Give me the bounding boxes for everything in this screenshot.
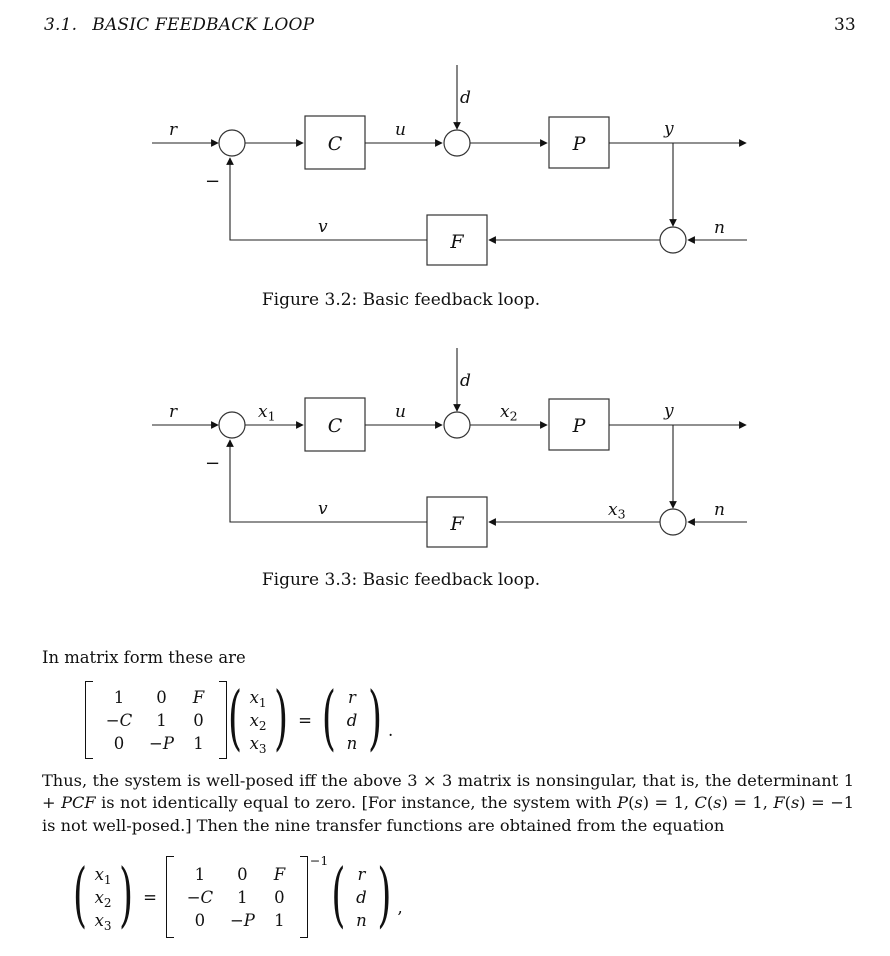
- matrix-cell: 1: [113, 687, 125, 707]
- text-run: (: [784, 793, 791, 813]
- fig33-summing-junction-3: [660, 509, 686, 535]
- vector-entry: d: [356, 887, 367, 907]
- fig32-signal-d: d: [460, 88, 471, 108]
- fig32-signal-r: r: [169, 120, 178, 140]
- coefficient-matrix: [177, 863, 297, 932]
- matrix-cell: 0: [113, 733, 125, 753]
- fig32-plant-label: P: [572, 133, 586, 155]
- fig33-signal-d: d: [460, 371, 471, 391]
- fig33-signal-r: r: [169, 402, 178, 422]
- text-run: Thus, the system is well-posed iff the above 3 × 3 matrix is nonsingular, that is, the determinant 1 +: [42, 771, 854, 813]
- math-run: s: [713, 793, 722, 813]
- right-square-bracket: [219, 681, 227, 759]
- vector-entry: d: [346, 710, 358, 730]
- left-paren: (: [331, 856, 346, 936]
- fig32-signal-u: u: [395, 120, 406, 140]
- matrix-equation-2: [72, 853, 403, 938]
- left-paren: (: [228, 679, 243, 759]
- right-square-bracket: [300, 856, 308, 938]
- fig32-caption: Figure 3.2: Basic feedback loop.: [261, 290, 541, 310]
- text-run: ) = −1 is not well-posed.] Then the nine transfer functions are obtained from the equation: [42, 793, 855, 835]
- vector-entry: r: [348, 687, 356, 707]
- math-run: P: [617, 793, 629, 813]
- vector-entry: n: [356, 910, 367, 930]
- state-vector: [245, 686, 271, 755]
- vector-entry: $x_3$: [249, 733, 267, 756]
- input-vector: [339, 686, 365, 755]
- page-number: 33: [834, 15, 856, 35]
- matrix-cell: 1: [194, 864, 206, 884]
- math-run: s: [790, 793, 800, 813]
- matrix-cell: 1: [274, 910, 285, 930]
- equals-sign: =: [143, 887, 157, 907]
- matrix-cell: −P: [149, 733, 174, 753]
- equation-punctuation: .: [388, 720, 394, 740]
- text-run: ) = 1,: [721, 793, 774, 813]
- matrix-cell: 0: [237, 864, 248, 884]
- section-title: BASIC FEEDBACK LOOP: [92, 15, 315, 35]
- fig32-signal-v: v: [318, 217, 328, 237]
- fig33-controller-label: C: [327, 415, 343, 437]
- math-run: PCF: [61, 793, 96, 813]
- state-vector: [90, 863, 116, 932]
- fig33-signal-v: v: [318, 499, 328, 519]
- matrix-equation-1: [85, 681, 393, 759]
- matrix-cell: F: [192, 687, 205, 707]
- right-paren: ): [367, 679, 383, 759]
- fig33-summing-junction-2: [444, 412, 470, 438]
- fig33-signal-x1: $x_1$: [258, 402, 276, 424]
- input-vector: [348, 863, 374, 932]
- fig33-sensor-label: F: [450, 513, 464, 535]
- vector-entry: $x_1$: [249, 687, 267, 710]
- text-run: (: [628, 793, 635, 813]
- right-paren: ): [377, 856, 392, 936]
- coefficient-matrix: [96, 686, 216, 755]
- matrix-cell: −C: [186, 887, 214, 907]
- fig32-summing-junction-1: [219, 130, 245, 156]
- matrix-cell: −P: [229, 910, 255, 930]
- vector-entry: $x_2$: [249, 710, 267, 733]
- fig32-feedback-arrow: [230, 158, 427, 240]
- fig33-signal-u: u: [395, 402, 406, 422]
- matrix-cell: 0: [194, 910, 206, 930]
- math-run: C: [694, 793, 707, 813]
- inverse-exponent: −1: [309, 853, 329, 868]
- vector-entry: $x_3$: [94, 910, 112, 933]
- section-number: 3.1.: [44, 15, 78, 35]
- math-run: s: [634, 793, 643, 813]
- vector-entry: r: [357, 864, 366, 884]
- fig33-signal-x2: $x_2$: [500, 402, 518, 424]
- left-square-bracket: [85, 681, 93, 759]
- fig33-plant-label: P: [572, 415, 586, 437]
- body-paragraph: [42, 770, 854, 837]
- fig33-caption: Figure 3.3: Basic feedback loop.: [261, 570, 541, 590]
- vector-entry: $x_1$: [94, 864, 112, 887]
- matrix-cell: 1: [156, 710, 167, 730]
- fig32-summing-junction-2: [444, 130, 470, 156]
- matrix-cell: 1: [237, 887, 248, 907]
- fig33-signal-n: n: [714, 500, 725, 520]
- equals-sign: =: [298, 710, 312, 730]
- intro-line: In matrix form these are: [42, 648, 246, 667]
- fig32-signal-n: n: [714, 218, 725, 238]
- text-run: (: [706, 793, 714, 813]
- vector-entry: n: [346, 733, 358, 753]
- right-paren: ): [274, 679, 289, 759]
- fig32-sensor-label: F: [450, 231, 464, 253]
- fig32-signal-y: y: [664, 119, 674, 139]
- fig32-minus-sign: −: [205, 171, 221, 192]
- equation-punctuation: ,: [397, 897, 403, 917]
- matrix-cell: 0: [274, 887, 285, 907]
- matrix-cell: 1: [193, 733, 204, 753]
- fig33-summing-junction-1: [219, 412, 245, 438]
- text-run: is not identically equal to zero. [For instance, the system with: [95, 793, 618, 813]
- text-run: ) = 1,: [642, 793, 695, 813]
- matrix-cell: −C: [105, 710, 133, 730]
- left-paren: (: [73, 856, 88, 936]
- left-square-bracket: [166, 856, 174, 938]
- fig32-controller-label: C: [327, 133, 343, 155]
- matrix-cell: F: [273, 864, 286, 884]
- left-paren: (: [321, 679, 336, 759]
- fig33-feedback-arrow: [230, 440, 427, 522]
- right-paren: ): [119, 856, 134, 936]
- fig32-summing-junction-3: [660, 227, 686, 253]
- fig33-signal-x3: $x_3$: [608, 500, 626, 522]
- math-run: F: [773, 793, 785, 813]
- matrix-cell: 0: [156, 687, 167, 707]
- matrix-cell: 0: [193, 710, 204, 730]
- fig33-signal-y: y: [664, 401, 674, 421]
- fig33-minus-sign: −: [205, 453, 221, 474]
- vector-entry: $x_2$: [94, 887, 112, 910]
